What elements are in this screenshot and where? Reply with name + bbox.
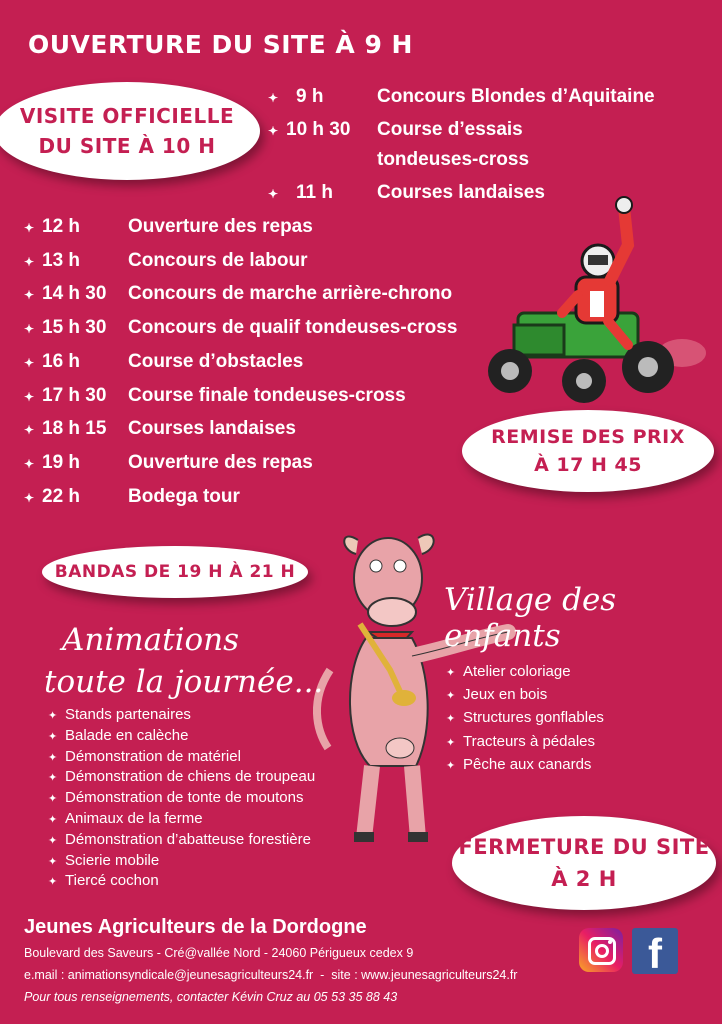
facebook-icon[interactable] — [632, 928, 678, 977]
schedule-row — [24, 250, 484, 274]
schedule-row — [268, 86, 708, 110]
list-item-label: Animaux de la ferme — [65, 810, 203, 827]
list-item — [48, 789, 303, 806]
fermeture-line1: FERMETURE DU SITE — [458, 835, 710, 859]
list-item-label: Démonstration de matériel — [65, 747, 241, 765]
list-item — [446, 686, 547, 703]
schedule-event: Concours de marche arrière-chrono — [128, 283, 453, 305]
schedule-time: 16 h — [42, 350, 81, 372]
instagram-icon[interactable] — [579, 928, 623, 972]
visite-officielle-badge — [0, 82, 260, 180]
schedule-time: 11 h — [296, 182, 333, 203]
schedule-time: 19 h — [42, 451, 81, 473]
address: Boulevard des Saveurs - Cré@vallée Nord - 24060 Périgueux cedex 9 — [24, 946, 414, 960]
schedule-time: 15 h 30 — [42, 317, 107, 339]
bullet-icon: ✦ — [48, 876, 58, 889]
list-item — [48, 852, 159, 869]
list-item — [48, 831, 311, 848]
schedule-time: 22 h — [42, 485, 81, 507]
schedule-time: 18 h 15 — [42, 418, 107, 440]
bullet-icon: ✦ — [446, 759, 456, 772]
bullet-icon: ✦ — [268, 91, 279, 105]
schedule-row — [24, 317, 484, 341]
bullet-icon: ✦ — [446, 736, 456, 749]
list-item-label: Démonstration de tonte de moutons — [65, 789, 304, 807]
facebook-glyph: f — [648, 930, 662, 977]
bullet-icon: ✦ — [24, 490, 35, 505]
schedule-event: Courses landaises — [128, 418, 296, 440]
list-item — [48, 872, 159, 889]
bullet-icon: ✦ — [24, 221, 35, 235]
remise-line1: REMISE DES PRIX — [491, 426, 685, 448]
list-item — [446, 663, 571, 680]
schedule-time: 12 h — [42, 216, 81, 237]
bullet-icon: ✦ — [48, 814, 58, 826]
bullet-icon: ✦ — [268, 187, 279, 201]
schedule-row — [24, 418, 484, 442]
list-item-label: Jeux en bois — [463, 686, 548, 704]
list-item-label: Démonstration d’abatteuse forestière — [65, 830, 311, 848]
schedule-event: Concours de labour — [128, 249, 308, 271]
bullet-icon: ✦ — [446, 667, 456, 679]
list-item-label: Atelier coloriage — [463, 663, 571, 680]
remise-des-prix-badge — [462, 410, 714, 492]
schedule-time: 14 h 30 — [42, 283, 107, 305]
bullet-icon: ✦ — [24, 456, 35, 471]
list-item-label: Stands partenaires — [65, 706, 191, 723]
list-item-label: Tracteurs à pédales — [463, 732, 596, 750]
list-item — [48, 810, 203, 827]
animations-title-line1: Animations — [62, 622, 240, 658]
contact-line: e.mail : animationsyndicale@jeunesagriculteurs24.fr - site : www.jeunesagriculteurs24.fr — [24, 968, 518, 982]
bandas-label: BANDAS DE 19 H À 21 H — [54, 562, 296, 582]
schedule-time: 13 h — [42, 249, 81, 271]
bullet-icon: ✦ — [24, 288, 35, 303]
list-item-label: Structures gonflables — [463, 709, 604, 727]
fermeture-badge — [452, 816, 716, 910]
bullet-icon: ✦ — [24, 355, 35, 370]
list-item — [446, 733, 595, 750]
schedule-event: Courses landaises — [377, 182, 545, 203]
schedule-time: 10 h 30 — [286, 119, 351, 140]
schedule-event: Ouverture des repas — [128, 451, 313, 473]
schedule-row — [24, 216, 484, 240]
schedule-event: Course d’obstacles — [128, 350, 304, 372]
list-item-label: Balade en calèche — [65, 726, 189, 744]
list-item-label: Scierie mobile — [65, 851, 160, 869]
list-item — [48, 768, 315, 785]
bullet-icon: ✦ — [48, 855, 58, 868]
bullet-icon: ✦ — [48, 793, 58, 806]
lawnmower-racer-illustration — [478, 195, 714, 415]
bullet-icon: ✦ — [24, 389, 35, 404]
schedule-event: Ouverture des repas — [128, 216, 313, 237]
schedule-time: 9 h — [296, 86, 324, 107]
bullet-icon: ✦ — [446, 713, 456, 726]
schedule-time: 17 h 30 — [42, 384, 107, 406]
schedule-event: Concours Blondes d’Aquitaine — [377, 86, 655, 107]
list-item — [48, 748, 241, 765]
schedule-row — [24, 351, 484, 375]
bullet-icon: ✦ — [446, 690, 456, 703]
schedule-event: Concours de qualif tondeuses-cross — [128, 317, 458, 339]
bullet-icon: ✦ — [24, 423, 35, 438]
village-title: Village des enfants — [444, 582, 617, 654]
schedule-row — [268, 119, 708, 143]
schedule-event: Bodega tour — [128, 485, 240, 507]
list-item — [446, 756, 591, 773]
bandas-badge — [42, 546, 308, 598]
remise-line2: À 17 H 45 — [534, 454, 642, 476]
schedule-row — [24, 283, 484, 307]
cow-trumpet-illustration — [300, 520, 520, 850]
schedule-row — [24, 486, 484, 510]
bullet-icon: ✦ — [48, 751, 58, 764]
bullet-icon: ✦ — [48, 772, 58, 785]
list-item-label: Démonstration de chiens de troupeau — [65, 768, 316, 786]
bullet-icon: ✦ — [48, 730, 58, 743]
schedule-event: tondeuses-cross — [377, 149, 530, 170]
schedule-event: Course finale tondeuses-cross — [128, 384, 406, 406]
opening-title: OUVERTURE DU SITE À 9 H — [28, 30, 413, 59]
visite-line2: DU SITE À 10 H — [38, 134, 216, 158]
fermeture-line2: À 2 H — [551, 867, 617, 891]
list-item — [48, 706, 191, 723]
list-item-label: Pêche aux canards — [463, 755, 592, 773]
schedule-event: Course d’essais — [377, 119, 523, 140]
list-item — [48, 727, 188, 744]
org-name: Jeunes Agriculteurs de la Dordogne — [24, 916, 367, 938]
info-line: Pour tous renseignements, contacter Kévin Cruz au 05 53 35 88 43 — [24, 990, 398, 1004]
visite-line1: VISITE OFFICIELLE — [19, 104, 235, 128]
schedule-row — [24, 452, 484, 476]
bullet-icon: ✦ — [24, 254, 35, 269]
bullet-icon: ✦ — [48, 834, 58, 847]
schedule-row — [24, 385, 484, 409]
bullet-icon: ✦ — [268, 124, 279, 138]
bullet-icon: ✦ — [24, 322, 35, 337]
schedule-row — [268, 149, 708, 173]
animations-title-line2: toute la journée... — [44, 664, 324, 700]
list-item-label: Tiercé cochon — [65, 872, 159, 890]
bullet-icon: ✦ — [48, 710, 58, 722]
list-item — [446, 709, 604, 726]
